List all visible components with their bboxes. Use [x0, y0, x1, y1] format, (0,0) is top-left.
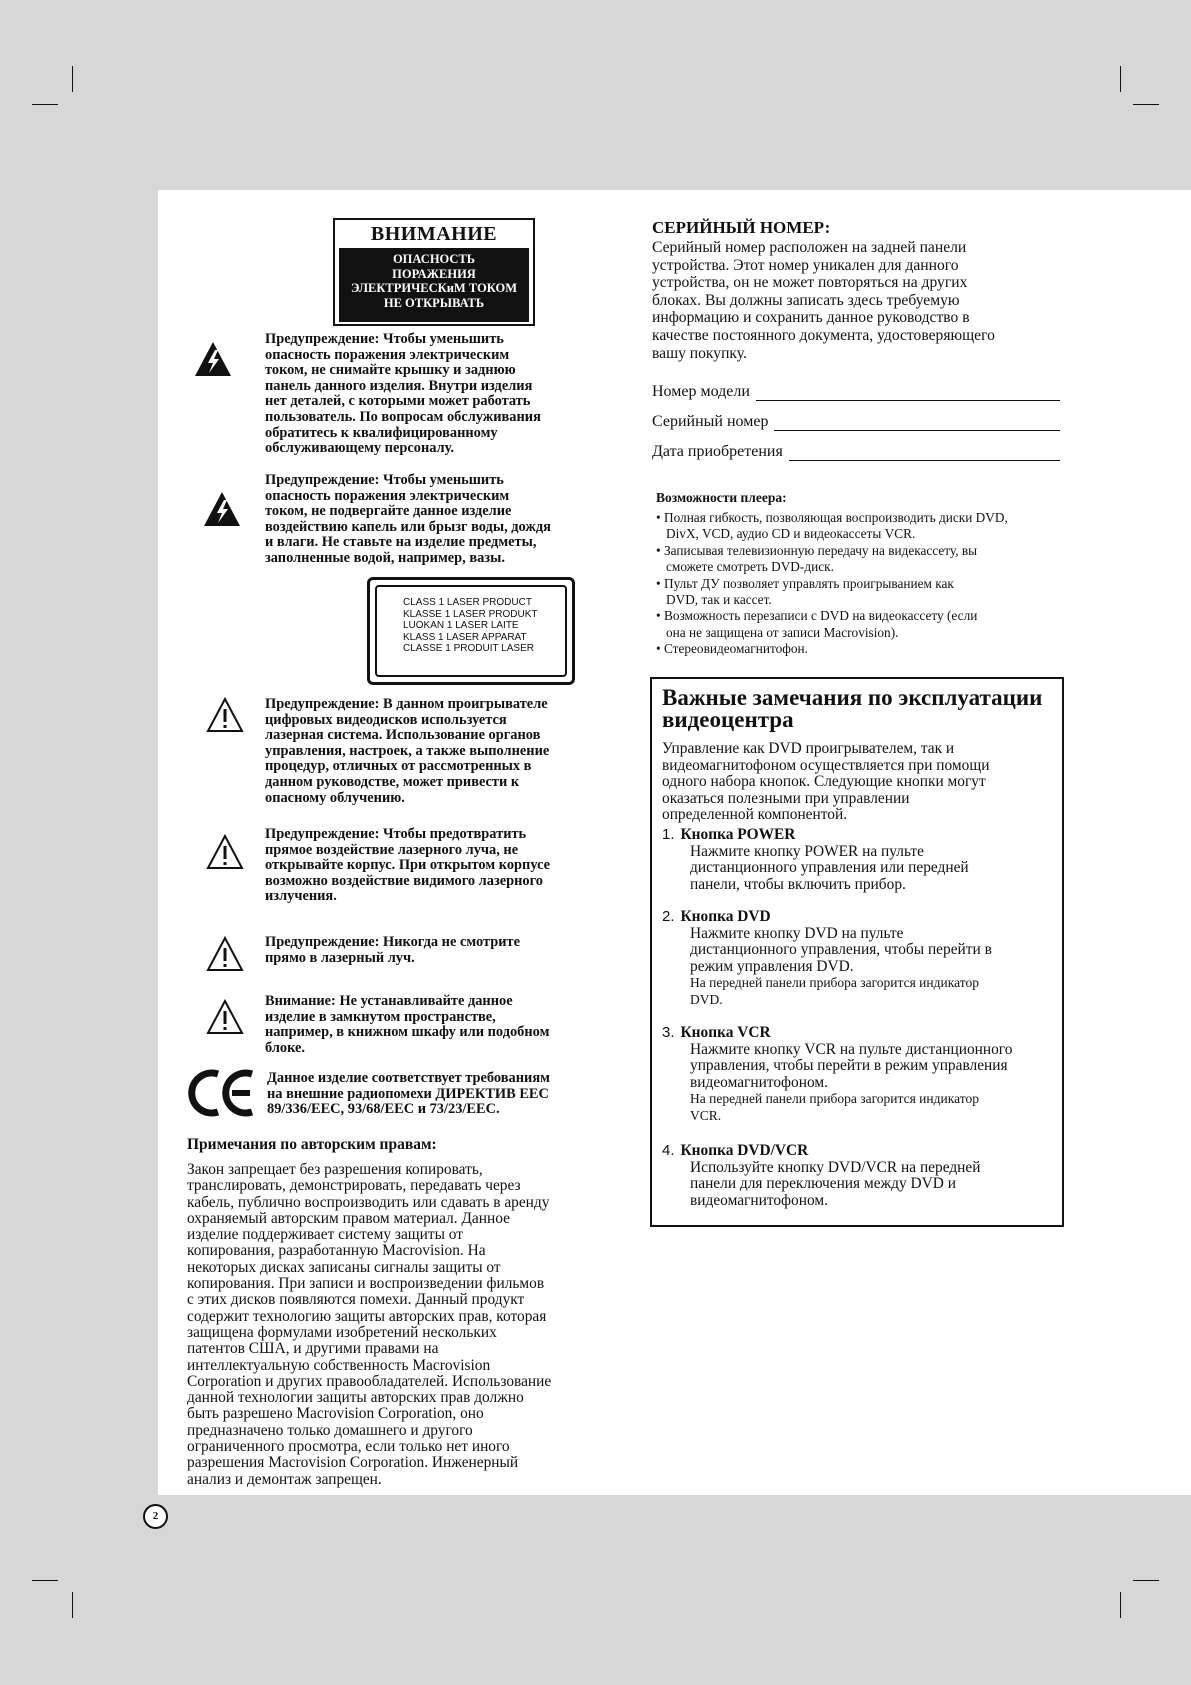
warning-line: цифровых видеодисков используется — [265, 711, 507, 728]
warning-line: блоке. — [265, 1039, 306, 1056]
warning-line: прямо в лазерный луч. — [265, 949, 415, 966]
note-line: дистанционного управления или передней — [690, 859, 969, 877]
page-number: 2 — [143, 1504, 168, 1529]
copyright-line: предназначено только домашнего и другого — [187, 1421, 473, 1439]
warning-line: Предупреждение: В данном проигрывателе — [265, 696, 548, 712]
note-line: режим управления DVD. — [690, 957, 854, 975]
laser-class-label — [367, 577, 575, 685]
copyright-text — [187, 1162, 627, 1488]
serial-number-label: Серийный номер — [652, 413, 769, 430]
ce-line: 89/336/EEC, 93/68/EEC и 73/23/EEC. — [267, 1101, 500, 1118]
note-heading — [662, 1025, 1056, 1042]
note-line: Используйте кнопку DVD/VCR на передней — [690, 1158, 981, 1176]
caution-warning-text — [339, 248, 529, 322]
warning-line: пользователь. По вопросам обслуживания — [265, 408, 541, 425]
bottom-gray-margin — [243, 1495, 1191, 1685]
note-line: управления, чтобы перейти в режим управления — [690, 1057, 1008, 1075]
warning-line: воздействию капель или брызг воды, дождя — [265, 518, 551, 535]
serial-number-text — [652, 239, 1062, 362]
note-number: 2. — [662, 908, 675, 925]
copyright-line: Закон запрещает без разрешения копировать, — [187, 1161, 483, 1178]
serial-number-blank — [774, 416, 1060, 431]
copyright-line: анализ и демонтаж запрещен. — [187, 1470, 382, 1488]
copyright-line: ограниченного просмотра, если только нет иного — [187, 1438, 510, 1456]
copyright-line: транслировать, демонстрировать, передавать через — [187, 1177, 521, 1195]
note-line: панели для переключения между DVD и — [690, 1175, 956, 1193]
warning-line: нет деталей, с которыми может работать — [265, 393, 531, 410]
crop-mark — [32, 104, 58, 105]
copyright-line: копирования, разработанную Macrovision. На — [187, 1242, 486, 1260]
laser-label-line: KLASS 1 LASER APPARAT — [403, 631, 527, 643]
serial-line: информацию и сохранить данное руководство в — [652, 309, 970, 327]
warning-line: лазерная система. Использование органов — [265, 727, 541, 744]
feature-item — [656, 543, 1061, 576]
note-heading — [662, 1143, 1056, 1160]
warning-line: и влаги. Не ставьте на изделие предметы, — [265, 534, 537, 551]
warning-installation — [265, 994, 625, 1056]
feature-item — [656, 641, 1061, 657]
operation-notes-intro — [662, 741, 1056, 824]
feature-line: она не защищена от записи Macrovision). — [666, 624, 899, 640]
lightning-warning-icon — [194, 341, 232, 377]
exclamation-warning-icon — [206, 936, 244, 972]
top-gray-margin — [243, 0, 1191, 190]
note-number: 4. — [662, 1142, 675, 1159]
warning-line: током, не подвергайте данное изделие — [265, 503, 512, 520]
laser-label-line: CLASSE 1 PRODUIT LASER — [403, 643, 534, 654]
warning-line: опасному облучению. — [265, 789, 405, 806]
warning-line: током, не снимайте крышку и заднюю — [265, 362, 516, 379]
serial-line: устройства. Этот номер уникален для данного — [652, 256, 959, 274]
serial-line: устройства, он не может повторяться на других — [652, 274, 968, 292]
warning-line: прямое воздействие лазерного луча, не — [265, 841, 519, 858]
warning-laser-beam-exposure — [265, 827, 625, 905]
note-small-line: На передней панели прибора загорится индикатор — [690, 975, 979, 991]
lightning-warning-icon — [203, 491, 241, 527]
warning-line: Внимание: Не устанавливайте данное — [265, 993, 513, 1009]
caution-title: ВНИМАНИЕ — [370, 223, 498, 245]
caution-line: ОПАСНОСТЬ — [392, 252, 476, 266]
crop-mark — [1133, 104, 1159, 105]
exclamation-warning-icon — [206, 834, 244, 870]
feature-line: • Стереовидеомагнитофон. — [656, 641, 808, 657]
ce-mark-icon — [188, 1068, 258, 1118]
note-number: 3. — [662, 1024, 675, 1041]
note-line: Нажмите кнопку DVD на пульте — [690, 924, 904, 942]
model-number-label: Номер модели — [652, 383, 750, 400]
note-line: видеомагнитофоном. — [690, 1073, 828, 1091]
feature-line: сможете смотреть DVD-диск. — [666, 559, 834, 575]
notes-title-line: Важные замечания по эксплуатации — [662, 685, 1043, 710]
warning-laser-system — [265, 697, 625, 806]
feature-line: • Полная гибкость, позволяющая воспроизводить диски DVD, — [656, 510, 1008, 525]
feature-line: • Записывая телевизионную передачу на видекассету, вы — [656, 542, 978, 558]
note-small-line: VCR. — [690, 1107, 722, 1123]
model-number-blank — [756, 386, 1060, 401]
warning-line: обслуживающему персоналу. — [265, 440, 454, 457]
warning-line: данном руководстве, может привести к — [265, 773, 520, 790]
warning-line: управления, настроек, а также выполнение — [265, 742, 550, 759]
vcr-button-note — [662, 1025, 1056, 1124]
feature-line: • Возможность перезаписи с DVD на видеокассету (если — [656, 608, 978, 624]
warning-line: опасность поражения электрическим — [265, 346, 510, 363]
serial-line: качестве постоянного документа, удостоверяющего — [652, 326, 995, 344]
crop-mark — [1120, 66, 1121, 92]
copyright-line: изделие поддерживает систему защиты от — [187, 1226, 464, 1244]
copyright-line: с этих дисков появляются помехи. Данный продукт — [187, 1291, 525, 1309]
note-line: Нажмите кнопку POWER на пульте — [690, 842, 924, 860]
feature-line: DivX, VCD, аудио CD и видеокассеты VCR. — [666, 526, 916, 542]
copyright-line: патентов США, и другими правами на — [187, 1340, 439, 1358]
intro-line: определенной компонентой. — [662, 806, 848, 824]
features-list — [656, 510, 1061, 658]
note-number: 1. — [662, 826, 675, 843]
power-button-note — [662, 827, 1056, 893]
note-title: Кнопка DVD — [680, 908, 771, 925]
intro-line: оказаться полезными при управлении — [662, 789, 910, 807]
feature-item — [656, 510, 1061, 543]
dvd-vcr-button-note — [662, 1143, 1056, 1209]
purchase-date-blank — [789, 446, 1060, 461]
laser-label-line: LUOKAN 1 LASER LAITE — [403, 620, 519, 631]
note-line: Нажмите кнопку VCR на пульте дистанционного — [690, 1040, 1013, 1058]
serial-number-heading: СЕРИЙНЫЙ НОМЕР: — [652, 218, 831, 237]
warning-line: заполненные водой, например, вазы. — [265, 549, 505, 566]
warning-line: Предупреждение: Чтобы уменьшить — [265, 472, 504, 488]
ce-line: на внешние радиопомехи ДИРЕКТИВ ЕЕС — [267, 1085, 549, 1102]
crop-mark — [1120, 1592, 1121, 1618]
warning-line: Предупреждение: Никогда не смотрите — [265, 934, 520, 950]
exclamation-warning-icon — [206, 697, 244, 733]
exclamation-warning-icon — [206, 999, 244, 1035]
notes-title-line: видеоцентра — [662, 707, 794, 732]
note-line: видеомагнитофоном. — [690, 1191, 828, 1209]
note-title: Кнопка VCR — [680, 1024, 771, 1041]
warning-line: изделие в замкнутом пространстве, — [265, 1008, 496, 1025]
crop-mark — [72, 66, 73, 92]
caution-line: ПОРАЖЕНИЯ — [392, 266, 476, 281]
warning-line: обратитесь к квалифицированному — [265, 424, 498, 441]
warning-do-not-stare — [265, 935, 625, 966]
copyright-line: охраняемый авторским правом материал. Данное — [187, 1209, 510, 1227]
note-line: дистанционного управления, чтобы перейти в — [690, 941, 992, 959]
warning-electric-shock-cover — [265, 332, 625, 457]
intro-line: Управление как DVD проигрывателем, так и — [662, 740, 955, 757]
copyright-line: содержит технологию защиты авторских прав, которая — [187, 1307, 547, 1325]
caution-label — [333, 218, 535, 326]
note-heading — [662, 909, 1056, 926]
feature-line: • Пульт ДУ позволяет управлять проигрыванием как — [656, 575, 954, 591]
warning-line: возможно воздействие видимого лазерного — [265, 872, 543, 889]
warning-line: например, в книжном шкафу или подобном — [265, 1024, 550, 1041]
serial-line: вашу покупку. — [652, 344, 747, 362]
note-line: панели, чтобы включить прибор. — [690, 875, 906, 893]
features-heading: Возможности плеера: — [656, 490, 787, 505]
serial-line: блоках. Вы должны записать здесь требуемую — [652, 291, 960, 309]
warning-line: Предупреждение: Чтобы предотвратить — [265, 826, 527, 842]
warning-line: излучения. — [265, 888, 337, 905]
intro-line: видеомагнитофоном осуществляется при помощи — [662, 756, 990, 774]
operation-notes-box — [650, 677, 1064, 1227]
warning-line: Предупреждение: Чтобы уменьшить — [265, 331, 504, 347]
note-small-line: На передней панели прибора загорится индикатор — [690, 1091, 979, 1107]
purchase-date-field — [652, 443, 1060, 461]
copyright-heading: Примечания по авторским правам: — [187, 1136, 437, 1153]
copyright-line: разрешения Macrovision Corporation. Инженерный — [187, 1454, 519, 1472]
crop-mark — [32, 1580, 58, 1581]
copyright-line: Corporation и других правообладателей. Использование — [187, 1372, 552, 1390]
laser-class-label-text — [375, 585, 567, 677]
intro-line: одного набора кнопок. Следующие кнопки могут — [662, 773, 986, 791]
purchase-date-label: Дата приобретения — [652, 443, 783, 460]
caution-line: НЕ ОТКРЫВАТЬ — [383, 295, 485, 310]
feature-item — [656, 608, 1061, 641]
note-title: Кнопка DVD/VCR — [680, 1142, 809, 1159]
copyright-line: кабель, публично воспроизводить или сдавать в аренду — [187, 1193, 550, 1211]
copyright-line: некоторых дисках записаны сигналы защиты от — [187, 1258, 501, 1276]
caution-line: ЭЛЕКТРИЧЕСКиМ ТОКОМ — [351, 281, 517, 295]
ce-line: Данное изделие соответствует требованиям — [267, 1070, 550, 1086]
warning-line: панель данного изделия. Внутри изделия — [265, 377, 533, 394]
ce-compliance-text — [267, 1071, 627, 1118]
crop-mark — [1133, 1580, 1159, 1581]
crop-mark — [72, 1592, 73, 1618]
serial-number-field — [652, 413, 1060, 431]
laser-label-line: KLASSE 1 LASER PRODUKT — [403, 608, 538, 620]
feature-item — [656, 576, 1061, 609]
copyright-line: данной технологии защиты авторских прав должно — [187, 1389, 524, 1407]
warning-line: опасность поражения электрическим — [265, 487, 510, 504]
serial-line: Серийный номер расположен на задней панели — [652, 239, 967, 256]
model-number-field — [652, 383, 1060, 401]
dvd-button-note — [662, 909, 1056, 1008]
warning-line: открывайте корпус. При открытом корпусе — [265, 857, 551, 874]
note-title: Кнопка POWER — [680, 826, 796, 843]
laser-label-line: CLASS 1 LASER PRODUCT — [403, 597, 532, 608]
copyright-line: интеллектуальную собственность Macrovision — [187, 1356, 491, 1374]
feature-line: DVD, так и кассет. — [666, 592, 772, 608]
copyright-line: копирования. При записи и воспроизведении фильмов — [187, 1275, 545, 1293]
note-small-line: DVD. — [690, 991, 723, 1007]
copyright-line: защищена формулами изобретений нескольких — [187, 1323, 497, 1341]
warning-electric-shock-water — [265, 473, 625, 567]
operation-notes-title — [662, 687, 1062, 731]
warning-line: процедур, отличных от рассмотренных в — [265, 758, 532, 775]
copyright-line: быть разрешено Macrovision Corporation, оно — [187, 1405, 484, 1423]
note-heading — [662, 827, 1056, 844]
